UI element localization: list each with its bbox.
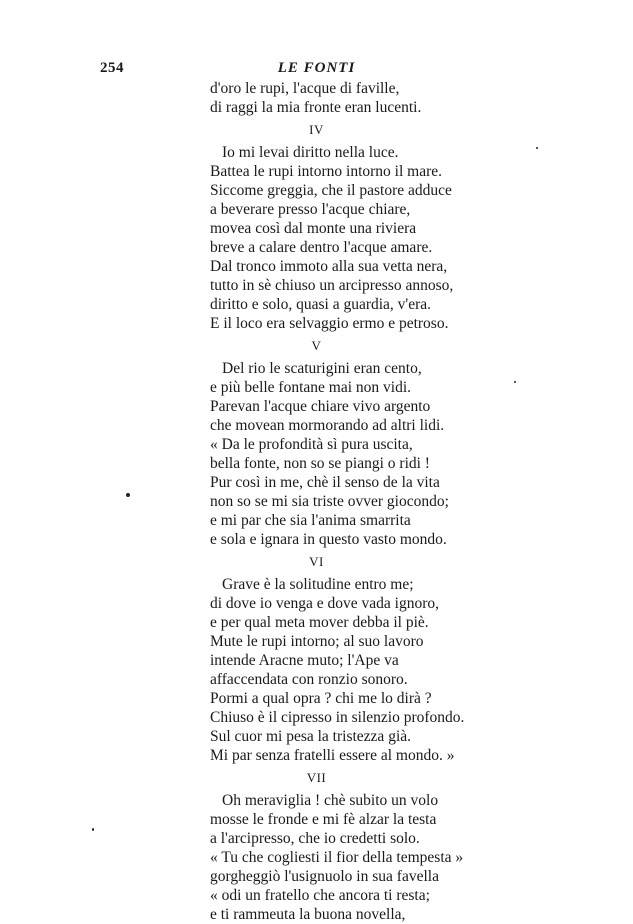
verse-line: e mi par che sia l'anima smarrita — [210, 512, 411, 529]
verse-line: e per qual meta mover debba il piè. — [210, 614, 429, 631]
verse-line: Chiuso è il cipresso in silenzio profondo. — [210, 709, 465, 726]
verse-line: di dove io venga e dove vada ignoro, — [210, 595, 439, 612]
verse-line: Pormi a qual opra ? chi me lo dirà ? — [210, 690, 432, 707]
verse-line: bella fonte, non so se piangi o ridi ! — [210, 455, 430, 472]
section-number: V — [311, 338, 322, 353]
verse-line: d'oro le rupi, l'acque di faville, — [210, 80, 400, 97]
verse-line: e ti rammeuta la buona novella, — [210, 906, 406, 923]
verse-line: non so se mi sia triste ovver giocondo; — [210, 493, 449, 510]
verse-line: movea così dal monte una riviera — [210, 220, 417, 237]
verse-line: tutto in sè chiuso un arcipresso annoso, — [210, 277, 454, 294]
verse-line: affaccendata con ronzio sonoro. — [210, 671, 408, 688]
verse-line: intende Aracne muto; l'Ape va — [210, 652, 399, 669]
section-number: IV — [309, 122, 324, 137]
verse-line: diritto e solo, quasi a guardia, v'era. — [210, 296, 432, 313]
verse-line: Pur così in me, chè il senso de la vita — [210, 474, 440, 491]
verse-line: Sul cuor mi pesa la tristezza già. — [210, 728, 412, 745]
verse-line: Grave è la solitudine entro me; — [222, 576, 414, 593]
running-title: LE FONTI — [277, 60, 356, 76]
verse-line: mosse le fronde e mi fè alzar la testa — [210, 811, 437, 828]
verse-line: « odi un fratello che ancora ti resta; — [210, 887, 430, 904]
verse-line: E il loco era selvaggio ermo e petroso. — [210, 315, 449, 332]
verse-line: Mi par senza fratelli essere al mondo. » — [210, 747, 455, 764]
verse-line: Parevan l'acque chiare vivo argento — [210, 398, 431, 415]
verse-line: Oh meraviglia ! chè subito un volo — [222, 792, 439, 809]
verse-line: gorgheggiò l'usignuolo in sua favella — [210, 868, 439, 885]
page-number: 254 — [100, 60, 124, 76]
verse-line: Del rio le scaturigini eran cento, — [222, 360, 422, 377]
verse-line: e più belle fontane mai non vidi. — [210, 379, 412, 396]
scan-speck — [92, 828, 94, 831]
verse-line: Io mi levai diritto nella luce. — [222, 144, 399, 161]
verse-line: che movean mormorando ad altri lidi. — [210, 417, 445, 434]
verse-line: Mute le rupi intorno; al suo lavoro — [210, 633, 424, 650]
verse-line: « Tu che cogliesti il fior della tempesta » — [210, 849, 464, 866]
verse-line: a l'arcipresso, che io credetti solo. — [210, 830, 420, 847]
verse-line: a beverare presso l'acque chiare, — [210, 201, 411, 218]
verse-line: Dal tronco immoto alla sua vetta nera, — [210, 258, 448, 275]
verse-line: e sola e ignara in questo vasto mondo. — [210, 531, 447, 548]
verse-line: Siccome greggia, che il pastore adduce — [210, 182, 452, 199]
verse-line: « Da le profondità sì pura uscita, — [210, 436, 413, 453]
verse-line: breve a calare dentro l'acque amare. — [210, 239, 433, 256]
verse-line: Battea le rupi intorno intorno il mare. — [210, 163, 443, 180]
scan-speck — [126, 493, 130, 497]
section-number: VII — [306, 770, 327, 785]
scan-speck — [514, 381, 516, 383]
section-number: VI — [309, 554, 324, 569]
scan-speck — [536, 147, 538, 149]
verse-line: di raggi la mia fronte eran lucenti. — [210, 99, 422, 116]
